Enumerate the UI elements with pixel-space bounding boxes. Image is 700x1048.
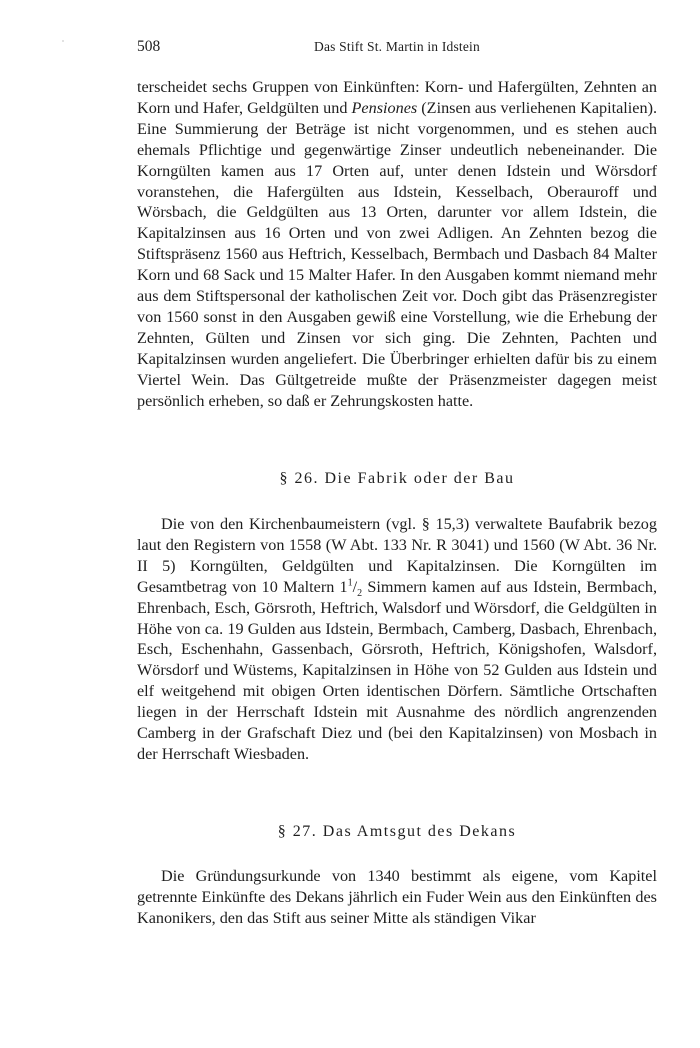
section-26-paragraph — [137, 514, 657, 765]
fraction-denominator: 2 — [357, 587, 363, 599]
running-title: Das Stift St. Martin in Idstein — [314, 39, 480, 54]
section-27-paragraph: Die Gründungsurkunde von 1340 bestimmt als eigene, vom Kapitel getrennte Einkünfte des Dekans jährlich ein Fuder Wein aus den Einkünften des Kanonikers, den das Stift aus seiner Mitte als ständigen Vikar — [137, 867, 657, 927]
section-26-body — [137, 514, 657, 765]
section-heading-27: § 27. Das Amtsgut des Dekans — [277, 823, 517, 840]
section-26-text-part2: Simmern kamen auf aus Idstein, Bermbach, Ehrenbach, Esch, Görsroth, Heftrich, Walsdorf und Wörsdorf, die Geldgülten in Höhe von ca. 19 Gulden aus Idstein, Bermbach, Camberg, Dasbach, Ehrenbach, Esch, Eschenhahn, Gassenbach, Görsroth, Heftrich, Königshofen, Walsdorf, Wörsdorf und Wüstems, Kapitalzinsen in Höhe von 52 Gulden aus Idstein und elf weitgehend mit obigen Orten identischen Dörfern. Sämtliche Ortschaften liegen in der Herrschaft Idstein mit Ausnahme des nördlich angrenzenden Camberg in der Grafschaft Diez und (bei den Kapitalzinsen) von Mosbach in der Herrschaft Wiesbaden. — [137, 577, 657, 763]
section-26-text-part1: Die von den Kirchenbaumeistern (vgl. § 15,3) verwaltete Baufabrik bezog laut den Registern von 1558 (W Abt. 133 Nr. R 3041) und 1560 (W Abt. 36 Nr. II 5) Korngülten, Geldgülten und Kapitalzinsen. Die Korngülten im Gesamtbetrag von 10 Maltern 1 — [137, 515, 657, 596]
section-27-body — [137, 866, 657, 929]
continuation-text-part1: terscheidet sechs Gruppen von Einkünften: Korn- und Hafergülten, Zehnten an Korn und Hafer, Geldgülten und — [137, 78, 657, 117]
running-header — [137, 38, 657, 62]
pensiones-term: Pensiones — [351, 98, 418, 117]
fraction-numerator: 1 — [347, 577, 353, 589]
margin-dot — [62, 40, 64, 42]
fraction-slash: / — [352, 577, 358, 596]
continuation-text-part2: (Zinsen aus verliehenen Kapitalien). Eine Summierung der Beträge ist nicht vorgenommen, und es stehen auch ehemals Pflichtige und gegenwärtige Zinser undeutlich nebeneinander. Die Korngülten kamen aus 17 Orten auf, unter denen Idstein und Wörsdorf voranstehen, die Hafergülten aus Idstein, Kesselbach, Oberauroff und Wörsbach, die Geldgülten aus 13 Orten, darunter vor allem Idstein, die Kapitalzinsen aus 16 Orten und von zwei Adligen. An Zehnten bezog die Stiftspräsenz 1560 aus Heftrich, Kesselbach, Bermbach und Dasbach 84 Malter Korn und 68 Sack und 15 Malter Hafer. In den Ausgaben kommt niemand mehr aus dem Stiftspersonal der katholischen Zeit vor. Doch gibt das Präsenzregister von 1560 sonst in den Ausgaben gewiß eine Vorstellung, wie die Erhebung der Zehnten, Gülten und Zinsen vor sich ging. Die Zehnten, Pachten und Kapitalzinsen wurden angeliefert. Die Überbringer erhielten dafür bis zu einem Viertel Wein. Das Gültgetreide mußte der Präsenzmeister dagegen meist persönlich erheben, so daß er Zehrungskosten hatte. — [137, 98, 658, 410]
continuation-paragraph — [137, 77, 657, 412]
continuation-paragraph-block — [137, 77, 657, 412]
page-number: 508 — [137, 38, 161, 55]
section-heading-26: § 26. Die Fabrik oder der Bau — [279, 470, 515, 487]
